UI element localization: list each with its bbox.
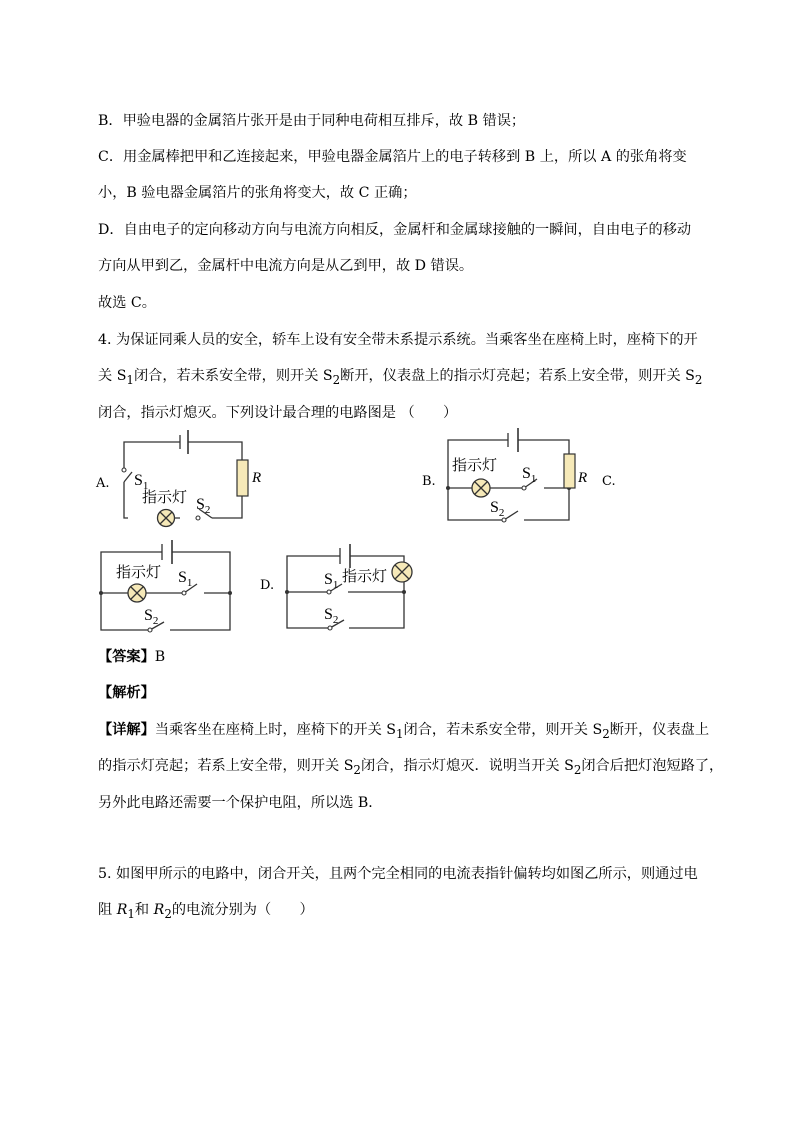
prev-option-b: B．甲验电器的金属箔片张开是由于同种电荷相互排斥，故 B 错误； (98, 113, 526, 129)
text: 闭合，若未系安全带，则开关 S (403, 722, 603, 738)
subscript: 2 (332, 372, 341, 387)
option-c-label[interactable]: C. (602, 474, 616, 489)
q4-text: 关 S (98, 368, 127, 384)
text: 当乘客坐在座椅上时，座椅下的开关 S (154, 722, 396, 738)
resistor-r-label: R (252, 470, 262, 486)
q5-stem-line1: 5. 如图甲所示的电路中，闭合开关，且两个完全相同的电流表指针偏转均如图乙所示，则通过电 (98, 866, 698, 882)
switch-s2-label: $S_2$ (490, 499, 505, 519)
subscript: 2 (164, 906, 172, 921)
switch-s2-label: $S_2$ (144, 607, 159, 627)
text: 闭合，指示灯熄灭．说明当开关 S (360, 758, 574, 774)
switch-s1-label: $S_1$ (134, 472, 149, 492)
q5-stem-line2 (98, 900, 314, 924)
text: 和 (134, 902, 154, 918)
subscript: 1 (127, 906, 135, 921)
subscript: 1 (126, 372, 134, 387)
subscript: 2 (694, 372, 703, 387)
indicator-lamp-label: 指示灯 (452, 458, 498, 474)
q4-stem-line1: 4. 为保证同乘人员的安全，轿车上设有安全带未系提示系统。当乘客坐在座椅上时，座椅下的开 (98, 332, 698, 348)
text: 闭合后把灯泡短路了， (581, 758, 724, 774)
circuit-c-diagram (98, 540, 238, 634)
subscript: 1 (396, 726, 404, 741)
prev-option-c-line1: C．用金属棒把甲和乙连接起来，甲验电器金属箔片上的电子转移到 B 上，所以 A 的张角将变 (98, 149, 687, 165)
switch-s2-label: $S_2$ (196, 496, 211, 516)
q4-answer (98, 647, 165, 667)
subscript: 2 (602, 726, 610, 741)
text: 的指示灯亮起；若系上安全带，则开关 S (98, 758, 354, 774)
option-d-label[interactable]: D. (260, 578, 275, 593)
detail-tag: 【详解】 (98, 722, 155, 738)
option-b-label[interactable]: B. (422, 474, 436, 489)
prev-option-c-line2: 小，B 验电器金属箔片的张角将变大，故 C 正确； (98, 185, 417, 201)
switch-s1-label: $S_1$ (522, 465, 537, 485)
indicator-lamp-label: 指示灯 (142, 490, 188, 506)
text: 的电流分别为（ ） (171, 902, 314, 918)
q4-stem-line2 (98, 366, 702, 390)
q4-text: 断开，仪表盘上的指示灯亮起；若系上安全带，则开关 S (340, 368, 695, 384)
circuit-b-diagram (444, 432, 588, 524)
switch-s2-label: $S_2$ (324, 606, 339, 626)
circuit-d-diagram (284, 542, 424, 632)
switch-s1-label: $S_1$ (324, 571, 339, 591)
q4-explanation-line1 (98, 720, 709, 744)
text: 阻 (98, 902, 117, 918)
prev-choose: 故选 C。 (98, 295, 156, 311)
q4-text: 闭合，若未系安全带，则开关 S (133, 368, 333, 384)
prev-option-d-line1: D．自由电子的定向移动方向与电流方向相反，金属杆和金属球接触的一瞬间，自由电子的移动 (98, 222, 692, 238)
indicator-lamp-label: 指示灯 (116, 565, 162, 581)
switch-s1-label: $S_1$ (178, 569, 193, 589)
circuit-a-diagram (92, 430, 262, 530)
answer-value: B (154, 649, 166, 665)
subscript: 2 (573, 762, 582, 777)
resistor-r-label: R (578, 470, 588, 486)
text: 断开，仪表盘上 (609, 722, 710, 738)
r1-symbol: R (116, 902, 128, 918)
indicator-lamp-label: 指示灯 (342, 569, 388, 585)
prev-option-d-line2: 方向从甲到乙，金属杆中电流方向是从乙到甲，故 D 错误。 (98, 258, 474, 274)
subscript: 2 (353, 762, 361, 777)
q4-stem-line3: 闭合，指示灯熄灭。下列设计最合理的电路图是 （ ） (98, 405, 458, 421)
analysis-tag: 【解析】 (98, 685, 155, 701)
option-a-label[interactable]: A. (96, 476, 110, 491)
r2-symbol: R (153, 902, 165, 918)
answer-tag: 【答案】 (98, 649, 155, 665)
q4-explanation-line3: 另外此电路还需要一个保护电阻，所以选 B． (98, 795, 383, 811)
q4-explanation-line2 (98, 756, 723, 780)
